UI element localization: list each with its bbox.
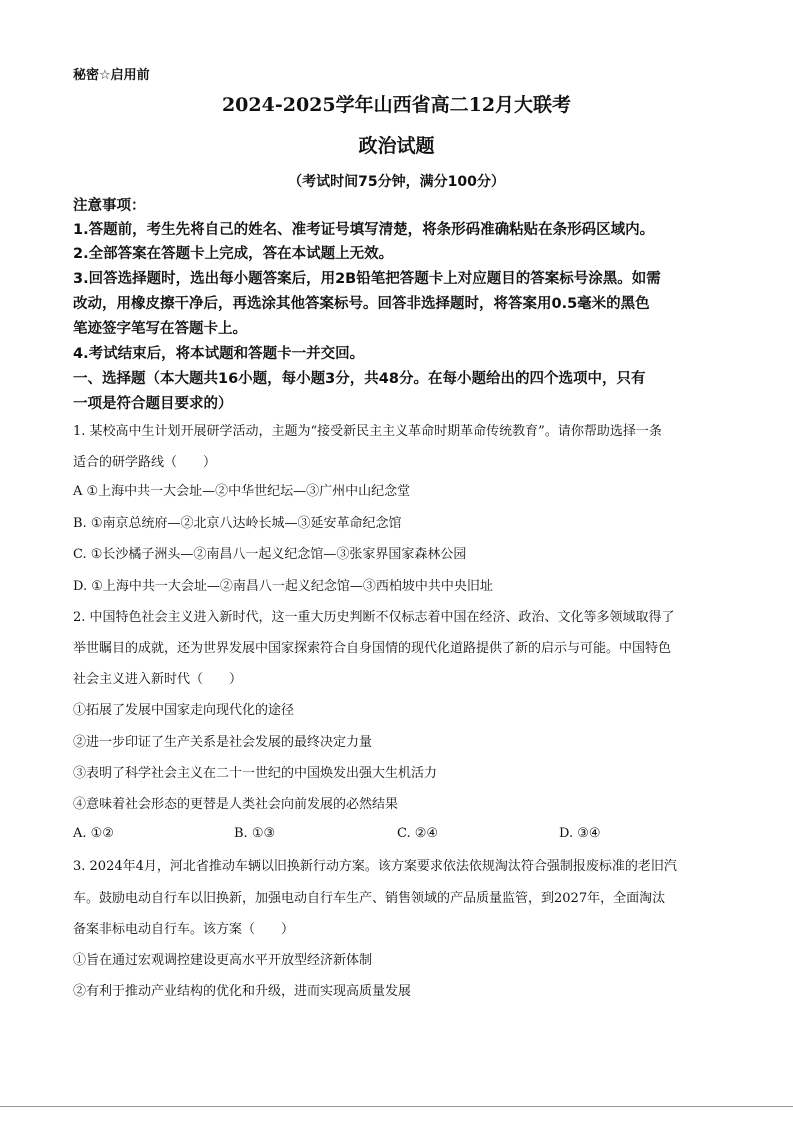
q1-option-a: A ①上海中共一大会址—②中华世纪坛—③广州中山纪念堂 xyxy=(73,484,411,499)
q3-statement-2: ②有利于推动产业结构的优化和升级，进而实现高质量发展 xyxy=(73,984,412,999)
q2-statement-3: ③表明了科学社会主义在二十一世纪的中国焕发出强大生机活力 xyxy=(73,766,438,781)
exam-subject: 政治试题 xyxy=(358,135,435,157)
q2-option-c: C. ②④ xyxy=(397,826,439,841)
exam-title: 2024-2025学年山西省高二12月大联考 xyxy=(221,94,572,116)
q2-statement-4: ④意味着社会形态的更替是人类社会向前发展的必然结果 xyxy=(73,797,399,812)
bottom-divider xyxy=(0,1106,793,1107)
notice-item-4: 4.考试结束后，将本试题和答题卡一并交回。 xyxy=(73,346,365,362)
notice-item-2: 2.全部答案在答题卡上完成，答在本试题上无效。 xyxy=(73,246,394,262)
q2-stem-line-3: 社会主义进入新时代（ ） xyxy=(73,672,243,687)
q2-option-b: B. ①③ xyxy=(234,826,276,841)
q2-stem-line-2: 举世瞩目的成就，还为世界发展中国家探索符合自身国情的现代化道路提供了新的启示与可能。中国特色 xyxy=(73,641,672,656)
q3-statement-1: ①旨在通过宏观调控建设更高水平开放型经济新体制 xyxy=(73,953,373,968)
q2-stem-line-1: 2. 中国特色社会主义进入新时代，这一重大历史判断不仅标志着中国在经济、政治、文化等多领域取得了 xyxy=(73,610,675,625)
notice-item-1: 1.答题前，考生先将自己的姓名、准考证号填写清楚，将条形码准确粘贴在条形码区域内。 xyxy=(73,222,655,238)
q1-stem-line-2: 适合的研学路线（ ） xyxy=(73,455,217,470)
q2-option-a: A. ①② xyxy=(73,826,114,841)
q3-stem-line-3: 备案非标电动自行车。该方案（ ） xyxy=(73,922,295,937)
section-heading-line-2: 一项是符合题目要求的） xyxy=(73,396,233,412)
q2-option-d: D. ③④ xyxy=(559,826,601,841)
q3-stem-line-1: 3. 2024年4月，河北省推动车辆以旧换新行动方案。该方案要求依法依规淘汰符合强制报废标准的老旧汽 xyxy=(73,859,677,874)
q1-option-c: C. ①长沙橘子洲头—②南昌八一起义纪念馆—③张家界国家森林公园 xyxy=(73,547,467,562)
q1-option-d: D. ①上海中共一大会址—②南昌八一起义纪念馆—③西柏坡中共中央旧址 xyxy=(73,579,493,594)
q3-stem-line-2: 车。鼓励电动自行车以旧换新，加强电动自行车生产、销售领域的产品质量监管，到2027年，全面淘汰 xyxy=(73,891,666,906)
notice-heading: 注意事项： xyxy=(73,198,146,214)
q2-statement-2: ②进一步印证了生产关系是社会发展的最终决定力量 xyxy=(73,735,373,750)
secret-label: 秘密☆启用前 xyxy=(73,68,150,83)
section-heading-line-1: 一、选择题（本大题共16小题，每小题3分，共48分。在每小题给出的四个选项中，只有 xyxy=(73,371,646,387)
exam-time-note: （考试时间75分钟，满分100分） xyxy=(288,174,505,190)
q2-statement-1: ①拓展了发展中国家走向现代化的途径 xyxy=(73,703,295,718)
notice-item-3-line-2: 改动，用橡皮擦干净后，再选涂其他答案标号。回答非选择题时，将答案用0.5毫米的黑色 xyxy=(73,296,650,312)
notice-item-3-line-1: 3.回答选择题时，选出每小题答案后，用2B铅笔把答题卡上对应题目的答案标号涂黑。如需 xyxy=(73,271,661,287)
q1-option-b: B. ①南京总统府—②北京八达岭长城—③延安革命纪念馆 xyxy=(73,516,402,531)
q1-stem-line-1: 1. 某校高中生计划开展研学活动，主题为“接受新民主主义革命时期革命传统教育”。请你帮助选择一条 xyxy=(73,424,662,439)
notice-item-3-line-3: 笔迹签字笔写在答题卡上。 xyxy=(73,321,247,337)
